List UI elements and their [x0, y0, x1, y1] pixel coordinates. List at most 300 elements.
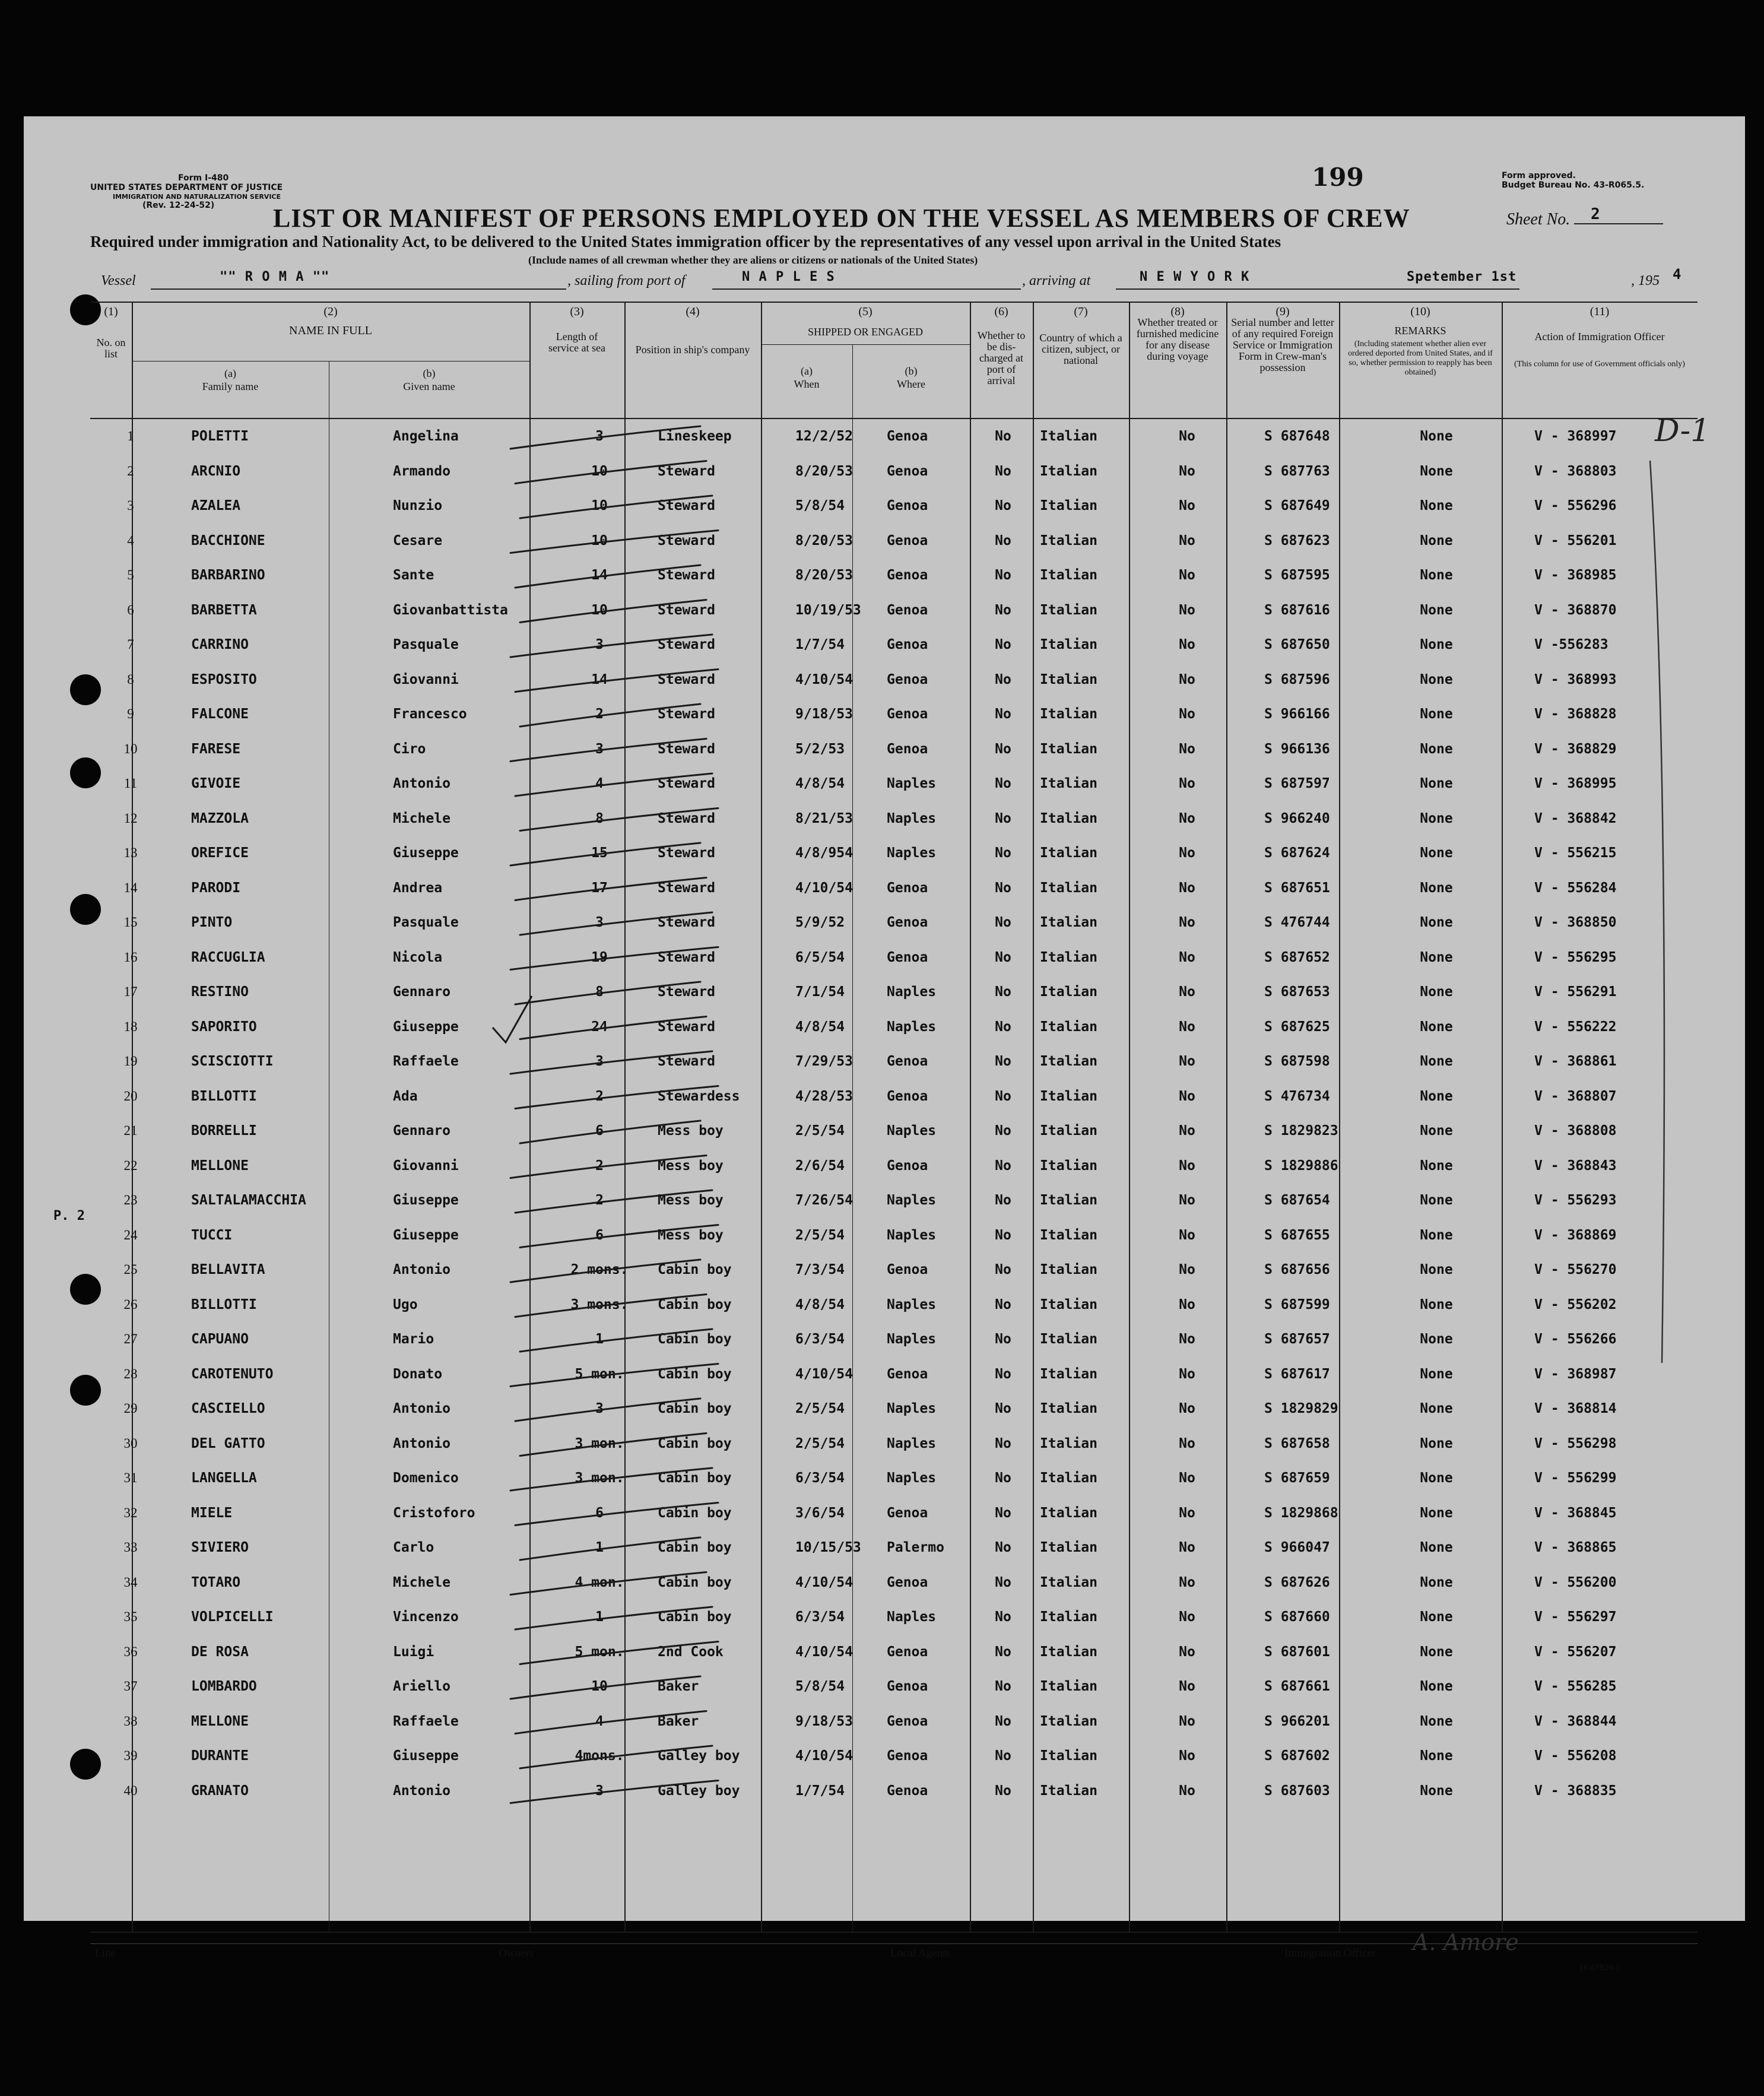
medicine-cell: No [1179, 1609, 1195, 1625]
row-number-cell: 32 [123, 1505, 138, 1520]
strike-mark [520, 1329, 712, 1352]
length-of-service-cell: 3 [595, 1783, 604, 1799]
position-cell: Steward [658, 949, 715, 965]
discharged-cell: No [995, 602, 1011, 618]
given-name-cell: Giuseppe [393, 1227, 459, 1243]
shipped-when-cell: 4/10/54 [795, 880, 853, 896]
length-of-service-cell: 4 mon. [575, 1574, 624, 1590]
given-name-cell: Nicola [393, 949, 443, 965]
serial-number-cell: S 966166 [1264, 706, 1330, 722]
strike-mark [510, 426, 700, 449]
length-of-service-cell: 14 [591, 671, 608, 687]
discharged-cell: No [995, 984, 1011, 1000]
shipped-where-cell: Genoa [887, 498, 928, 513]
length-of-service-cell: 3 [595, 1054, 604, 1069]
country-cell: Italian [1040, 637, 1097, 652]
country-cell: Italian [1040, 429, 1097, 444]
given-name-cell: Mario [393, 1331, 434, 1347]
family-name-cell: MELLONE [191, 1713, 249, 1729]
remarks-cell: None [1420, 1401, 1453, 1416]
family-name-cell: OREFICE [191, 845, 249, 861]
sheet-number: 2 [1591, 205, 1601, 223]
shipped-where-cell: Naples [887, 1019, 937, 1035]
length-of-service-cell: 2 [595, 706, 604, 722]
position-cell: Cabin boy [658, 1331, 732, 1347]
shipped-when-cell: 5/2/53 [795, 741, 845, 757]
remarks-cell: None [1420, 1019, 1453, 1035]
discharged-cell: No [995, 1296, 1011, 1312]
shipped-where-cell: Genoa [887, 741, 928, 757]
length-of-service-cell: 10 [591, 498, 608, 513]
country-cell: Italian [1040, 741, 1097, 757]
header-remarks-note: (Including statement whether alien ever ordered deported from United States, and if so, whether permission to reapply has been obtained) [1348, 340, 1493, 377]
serial-number-cell: S 687595 [1264, 567, 1330, 583]
strike-mark [515, 461, 706, 484]
officer-action-cell: V - 368995 [1534, 776, 1617, 791]
strike-mark [520, 496, 712, 518]
remarks-cell: None [1420, 637, 1453, 652]
country-cell: Italian [1040, 1158, 1097, 1174]
shipped-when-cell: 4/10/54 [795, 1366, 853, 1382]
shipped-when-cell: 4/10/54 [795, 1644, 853, 1660]
given-name-cell: Francesco [393, 706, 467, 722]
medicine-cell: No [1179, 1331, 1195, 1347]
medicine-cell: No [1179, 532, 1195, 548]
position-cell: Steward [658, 1054, 715, 1069]
remarks-cell: None [1420, 1262, 1453, 1277]
header-action-note: (This column for use of Government officials only) [1514, 360, 1685, 369]
shipped-when-cell: 4/8/954 [795, 845, 853, 861]
shipped-when-cell: 1/7/54 [795, 1783, 845, 1799]
position-cell: Mess boy [658, 1158, 724, 1174]
position-cell: Steward [658, 776, 715, 791]
discharged-cell: No [995, 532, 1011, 548]
officer-action-cell: V - 368997 [1534, 429, 1617, 444]
discharged-cell: No [995, 949, 1011, 965]
year-prefix: , 195 [1631, 273, 1660, 288]
discharged-cell: No [995, 776, 1011, 791]
shipped-when-cell: 4/8/54 [795, 1296, 845, 1312]
country-cell: Italian [1040, 776, 1097, 791]
discharged-cell: No [995, 1574, 1011, 1590]
length-of-service-cell: 5 mon. [575, 1366, 624, 1382]
col-num: (1) [104, 305, 118, 318]
shipped-when-cell: 7/26/54 [795, 1193, 853, 1208]
remarks-cell: None [1420, 880, 1453, 896]
given-name-cell: Vincenzo [393, 1609, 459, 1625]
strike-mark [510, 843, 700, 865]
serial-number-cell: S 687649 [1264, 498, 1330, 513]
discharged-cell: No [995, 1505, 1011, 1521]
length-of-service-cell: 4mons. [575, 1748, 624, 1764]
vessel-label: Vessel [101, 273, 136, 288]
shipped-where-cell: Genoa [887, 463, 928, 479]
family-name-cell: BILLOTTI [191, 1296, 257, 1312]
shipped-when-cell: 2/5/54 [795, 1227, 845, 1243]
strike-mark [510, 531, 718, 553]
length-of-service-cell: 1 [595, 1540, 604, 1555]
shipped-where-cell: Genoa [887, 1505, 928, 1521]
shipped-where-cell: Naples [887, 1227, 937, 1243]
serial-number-cell: S 687659 [1264, 1470, 1330, 1486]
medicine-cell: No [1179, 1574, 1195, 1590]
row-number-cell: 8 [127, 671, 134, 687]
row-number-cell: 3 [127, 498, 134, 513]
officer-action-cell: V - 556284 [1534, 880, 1617, 896]
strike-mark [510, 635, 712, 657]
col-num: (2) [323, 305, 338, 318]
officer-action-cell: V - 368870 [1534, 602, 1617, 618]
given-name-cell: Michele [393, 1574, 450, 1590]
country-cell: Italian [1040, 602, 1097, 618]
remarks-cell: None [1420, 1054, 1453, 1069]
strike-mark [515, 1086, 718, 1109]
discharged-cell: No [995, 1679, 1011, 1694]
family-name-cell: LOMBARDO [191, 1679, 257, 1694]
shipped-where-cell: Naples [887, 1123, 937, 1139]
shipped-when-cell: 8/20/53 [795, 532, 853, 548]
medicine-cell: No [1179, 776, 1195, 791]
remarks-cell: None [1420, 602, 1453, 618]
discharged-cell: No [995, 429, 1011, 444]
family-name-cell: SALTALAMACCHIA [191, 1193, 306, 1208]
strike-mark [515, 670, 718, 692]
country-cell: Italian [1040, 1574, 1097, 1590]
shipped-when-cell: 9/18/53 [795, 706, 853, 722]
shipped-where-cell: Genoa [887, 915, 928, 930]
country-cell: Italian [1040, 532, 1097, 548]
position-cell: Steward [658, 532, 715, 548]
medicine-cell: No [1179, 1088, 1195, 1104]
serial-number-cell: S 687597 [1264, 776, 1330, 791]
row-number-cell: 31 [123, 1470, 138, 1485]
given-name-cell: Antonio [393, 776, 450, 791]
shipped-where-cell: Genoa [887, 1054, 928, 1069]
row-number-cell: 17 [123, 984, 138, 999]
length-of-service-cell: 14 [591, 567, 608, 583]
family-name-cell: POLETTI [191, 429, 249, 444]
medicine-cell: No [1179, 1123, 1195, 1139]
position-cell: Steward [658, 915, 715, 930]
officer-action-cell: V - 368850 [1534, 915, 1617, 930]
position-cell: Galley boy [658, 1783, 740, 1799]
position-cell: Galley boy [658, 1748, 740, 1764]
given-name-cell: Pasquale [393, 637, 459, 652]
strike-mark [520, 912, 712, 935]
serial-number-cell: S 1829868 [1264, 1505, 1338, 1521]
remarks-cell: None [1420, 810, 1453, 826]
header-action: Action of Immigration Officer [1534, 331, 1665, 343]
serial-number-cell: S 687623 [1264, 532, 1330, 548]
length-of-service-cell: 10 [591, 1679, 608, 1694]
length-of-service-cell: 3 [595, 741, 604, 757]
serial-number-cell: S 687661 [1264, 1679, 1330, 1694]
length-of-service-cell: 15 [591, 845, 608, 861]
row-number-cell: 36 [123, 1644, 138, 1659]
given-name-cell: Giuseppe [393, 845, 459, 861]
strike-mark [510, 1364, 718, 1387]
officer-action-cell: V - 368843 [1534, 1158, 1617, 1174]
discharged-cell: No [995, 1158, 1011, 1174]
col-num: (9) [1276, 305, 1290, 318]
shipped-when-cell: 4/8/54 [795, 1019, 845, 1035]
family-name-cell: FALCONE [191, 706, 249, 722]
family-name-cell: GIVOIE [191, 776, 241, 791]
family-name-cell: BARBARINO [191, 567, 265, 583]
family-name-cell: MIELE [191, 1505, 233, 1521]
given-name-cell: Carlo [393, 1540, 434, 1555]
strike-mark [520, 704, 700, 727]
row-number-cell: 38 [123, 1713, 138, 1729]
service-name: IMMIGRATION AND NATURALIZATION SERVICE [113, 193, 281, 201]
medicine-cell: No [1179, 1296, 1195, 1312]
footer-owners-label: Owners [499, 1947, 534, 1959]
document-title: LIST OR MANIFEST OF PERSONS EMPLOYED ON THE VESSEL AS MEMBERS OF CREW [273, 204, 1410, 233]
discharged-cell: No [995, 1262, 1011, 1277]
family-name-cell: MAZZOLA [191, 810, 249, 826]
length-of-service-cell: 10 [591, 532, 608, 548]
country-cell: Italian [1040, 1088, 1097, 1104]
length-of-service-cell: 2 mons. [570, 1262, 629, 1277]
discharged-cell: No [995, 463, 1011, 479]
country-cell: Italian [1040, 498, 1097, 513]
position-cell: Mess boy [658, 1193, 724, 1208]
country-cell: Italian [1040, 1644, 1097, 1660]
medicine-cell: No [1179, 637, 1195, 652]
length-of-service-cell: 6 [595, 1123, 604, 1139]
col-num: (6) [994, 305, 1008, 318]
strike-mark [510, 1676, 700, 1699]
discharged-cell: No [995, 915, 1011, 930]
length-of-service-cell: 1 [595, 1331, 604, 1347]
strike-mark [510, 1572, 706, 1595]
shipped-when-cell: 4/10/54 [795, 1574, 853, 1590]
col-num: (3) [570, 305, 584, 318]
position-cell: Cabin boy [658, 1470, 732, 1486]
given-name-cell: Ada [393, 1088, 418, 1104]
country-cell: Italian [1040, 1679, 1097, 1694]
country-cell: Italian [1040, 1054, 1097, 1069]
sheet-label: Sheet No. [1506, 210, 1571, 229]
position-cell: Steward [658, 845, 715, 861]
row-number-cell: 5 [127, 567, 134, 582]
officer-action-cell: V - 368828 [1534, 706, 1617, 722]
strike-mark [520, 1642, 718, 1664]
serial-number-cell: S 687653 [1264, 984, 1330, 1000]
header-position: Position in ship's company [635, 344, 750, 356]
country-cell: Italian [1040, 671, 1097, 687]
officer-action-cell: V - 368861 [1534, 1054, 1617, 1069]
discharged-cell: No [995, 1088, 1011, 1104]
officer-action-cell: V - 556208 [1534, 1748, 1617, 1764]
row-number-cell: 22 [123, 1158, 138, 1173]
position-cell: Steward [658, 498, 715, 513]
medicine-cell: No [1179, 671, 1195, 687]
row-number-cell: 7 [127, 637, 134, 652]
form-approval: Form approved. [1502, 171, 1576, 180]
length-of-service-cell: 24 [591, 1019, 608, 1035]
shipped-where-cell: Naples [887, 810, 937, 826]
discharged-cell: No [995, 1609, 1011, 1625]
serial-number-cell: S 687625 [1264, 1019, 1330, 1035]
position-cell: Steward [658, 706, 715, 722]
shipped-when-cell: 4/8/54 [795, 776, 845, 791]
header-family-name: Family name [202, 380, 259, 392]
given-name-cell: Raffaele [393, 1054, 459, 1069]
given-name-cell: Ciro [393, 741, 426, 757]
length-of-service-cell: 3 [595, 915, 604, 930]
row-number-cell: 30 [123, 1435, 138, 1451]
family-name-cell: PARODI [191, 880, 241, 896]
serial-number-cell: S 1829823 [1264, 1123, 1338, 1139]
document-subtitle: Required under immigration and Nationality Act, to be delivered to the United States immigration officer by the representatives of any vessel upon arrival in the United States [90, 233, 1281, 250]
remarks-cell: None [1420, 1574, 1453, 1590]
discharged-cell: No [995, 1540, 1011, 1555]
handwritten-annotation: D-1 [1655, 413, 1711, 449]
row-number-cell: 23 [123, 1193, 138, 1207]
remarks-cell: None [1420, 567, 1453, 583]
shipped-when-cell: 7/3/54 [795, 1262, 845, 1277]
length-of-service-cell: 3 mon. [575, 1435, 624, 1451]
position-cell: Lineskeep [658, 429, 732, 444]
strike-mark [515, 1711, 706, 1734]
country-cell: Italian [1040, 949, 1097, 965]
remarks-cell: None [1420, 741, 1453, 757]
col-num: (4) [686, 305, 700, 318]
shipped-when-cell: 3/6/54 [795, 1505, 845, 1521]
family-name-cell: GRANATO [191, 1783, 249, 1799]
remarks-cell: None [1420, 984, 1453, 1000]
officer-action-cell: V - 368829 [1534, 741, 1617, 757]
col-num: (11) [1589, 305, 1610, 318]
position-cell: Steward [658, 880, 715, 896]
header-when-a: (a) [801, 365, 813, 377]
document-subnote: (Include names of all crewman whether they are aliens or citizens or nationals of the United States) [528, 254, 978, 266]
length-of-service-cell: 8 [595, 984, 604, 1000]
serial-number-cell: S 687660 [1264, 1609, 1330, 1625]
shipped-where-cell: Naples [887, 1435, 937, 1451]
strike-mark [515, 1399, 700, 1421]
officer-action-cell: V - 556207 [1534, 1644, 1617, 1660]
shipped-when-cell: 1/7/54 [795, 637, 845, 652]
family-name-cell: ESPOSITO [191, 671, 257, 687]
given-name-cell: Antonio [393, 1783, 450, 1799]
row-number-cell: 21 [123, 1123, 138, 1138]
shipped-where-cell: Genoa [887, 1783, 928, 1799]
length-of-service-cell: 5 mon. [575, 1644, 624, 1660]
strike-mark [510, 1468, 712, 1491]
position-cell: Cabin boy [658, 1435, 732, 1451]
row-number-cell: 9 [127, 706, 134, 721]
remarks-cell: None [1420, 1748, 1453, 1764]
shipped-where-cell: Naples [887, 1193, 937, 1208]
medicine-cell: No [1179, 741, 1195, 757]
given-name-cell: Gennaro [393, 1123, 450, 1139]
medicine-cell: No [1179, 1505, 1195, 1521]
shipped-where-cell: Genoa [887, 1748, 928, 1764]
country-cell: Italian [1040, 1331, 1097, 1347]
medicine-cell: No [1179, 1366, 1195, 1382]
officer-action-cell: V - 368835 [1534, 1783, 1617, 1799]
family-name-cell: TOTARO [191, 1574, 241, 1590]
family-name-cell: RACCUGLIA [191, 949, 265, 965]
shipped-where-cell: Genoa [887, 1158, 928, 1174]
position-cell: Steward [658, 463, 715, 479]
officer-action-cell: V - 368985 [1534, 567, 1617, 583]
strike-mark [510, 1051, 712, 1074]
officer-signature: A. Amore [1413, 1929, 1519, 1955]
officer-action-cell: V - 556296 [1534, 498, 1617, 513]
given-name-cell: Armando [393, 463, 450, 479]
medicine-cell: No [1179, 1227, 1195, 1243]
medicine-cell: No [1179, 429, 1195, 444]
position-cell: Mess boy [658, 1123, 724, 1139]
medicine-cell: No [1179, 1158, 1195, 1174]
header-remarks: REMARKS [1394, 325, 1446, 337]
discharged-cell: No [995, 706, 1011, 722]
header-medicine: Whether treated or furnished medicine for any disease during voyage [1136, 316, 1219, 362]
shipped-when-cell: 8/20/53 [795, 463, 853, 479]
strike-mark [515, 773, 712, 796]
header-family-a: (a) [224, 367, 236, 379]
row-number-cell: 25 [123, 1262, 138, 1277]
given-name-cell: Gennaro [393, 984, 450, 1000]
given-name-cell: Giuseppe [393, 1193, 459, 1208]
shipped-when-cell: 2/5/54 [795, 1401, 845, 1416]
country-cell: Italian [1040, 1783, 1097, 1799]
serial-number-cell: S 687598 [1264, 1054, 1330, 1069]
medicine-cell: No [1179, 1713, 1195, 1729]
given-name-cell: Donato [393, 1366, 443, 1382]
position-cell: Stewardess [658, 1088, 740, 1104]
remarks-cell: None [1420, 1679, 1453, 1694]
shipped-when-cell: 6/3/54 [795, 1470, 845, 1486]
officer-action-cell: V - 556201 [1534, 532, 1617, 548]
shipped-where-cell: Genoa [887, 671, 928, 687]
serial-number-cell: S 687650 [1264, 637, 1330, 652]
row-number-cell: 15 [123, 915, 138, 930]
page-number: 199 [1312, 163, 1364, 192]
discharged-cell: No [995, 1748, 1011, 1764]
given-name-cell: Ugo [393, 1296, 418, 1312]
serial-number-cell: S 1829886 [1264, 1158, 1338, 1174]
discharged-cell: No [995, 1331, 1011, 1347]
shipped-when-cell: 5/8/54 [795, 1679, 845, 1694]
strike-mark [510, 1156, 706, 1178]
officer-action-cell: V - 556293 [1534, 1193, 1617, 1208]
medicine-cell: No [1179, 810, 1195, 826]
medicine-cell: No [1179, 880, 1195, 896]
position-cell: Steward [658, 637, 715, 652]
col-num: (5) [858, 305, 873, 318]
family-name-cell: CAROTENUTO [191, 1366, 274, 1382]
department-name: UNITED STATES DEPARTMENT OF JUSTICE [90, 183, 283, 192]
serial-number-cell: S 687657 [1264, 1331, 1330, 1347]
remarks-cell: None [1420, 1540, 1453, 1555]
discharged-cell: No [995, 1644, 1011, 1660]
header-where-b: (b) [905, 365, 918, 377]
length-of-service-cell: 2 [595, 1193, 604, 1208]
remarks-cell: None [1420, 1331, 1453, 1347]
given-name-cell: Cesare [393, 532, 443, 548]
remarks-cell: None [1420, 1505, 1453, 1521]
position-cell: Cabin boy [658, 1262, 732, 1277]
officer-action-cell: V - 368987 [1534, 1366, 1617, 1382]
remarks-cell: None [1420, 671, 1453, 687]
given-name-cell: Andrea [393, 880, 443, 896]
discharged-cell: No [995, 845, 1011, 861]
shipped-where-cell: Naples [887, 1609, 937, 1625]
